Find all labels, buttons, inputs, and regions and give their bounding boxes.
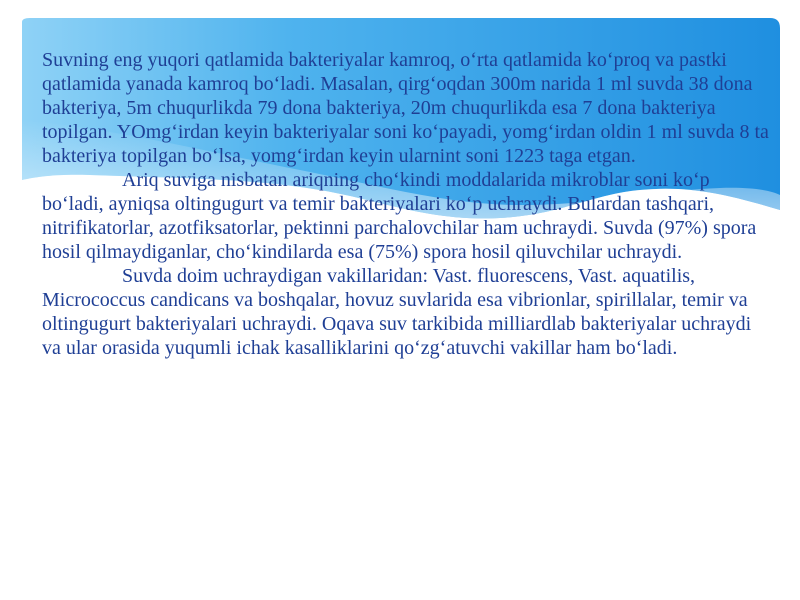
paragraph-2: Ariq suviga nisbatan ariqning cho‘kindi moddalarida mikroblar soni ko‘p bo‘ladi, ayniqsa oltingugurt va temir bakteriyalari ko‘p uchraydi. Bulardan tashqari, nitrifikatorlar, azotfiksatorlar, pektinni parchalovchilar ham uchraydi. Suvda (97%) spora hosil qilmaydiganlar, cho‘kindilarda esa (75%) spora hosil qiluvchilar uchraydi.: [42, 169, 757, 263]
paragraph-1: Suvning eng yuqori qatlamida bakteriyalar kamroq, o‘rta qatlamida ko‘proq va pastki qatlamida yanada kamroq bo‘ladi. Masalan, qirg‘oqdan 300m narida 1 ml suvda 38 dona bakteriya, 5m chuqurlikda 79 dona bakteriya, 20m chuqurlikda esa 7 dona bakteriya topilgan. YOmg‘irdan keyin bakteriyalar soni ko‘payadi, yomg‘irdan oldin 1 ml suvda 8 ta bakteriya topilgan bo‘lsa, yomg‘irdan keyin ularnint soni 1223 taga etgan.: [42, 49, 769, 167]
body-text: [42, 48, 770, 360]
paragraph-3: Suvda doim uchraydigan vakillaridan: Vast. fluorescens, Vast. aquatilis, Micrococcus candicans va boshqalar, hovuz suvlarida esa vibrionlar, spirillalar, temir va oltingugurt bakteriyalari uchraydi. Oqava suv tarkibida milliardlab bakteriyalar uchraydi va ular orasida yuqumli ichak kasalliklarini qo‘zg‘atuvchi vakillar ham bo‘ladi.: [42, 265, 752, 359]
